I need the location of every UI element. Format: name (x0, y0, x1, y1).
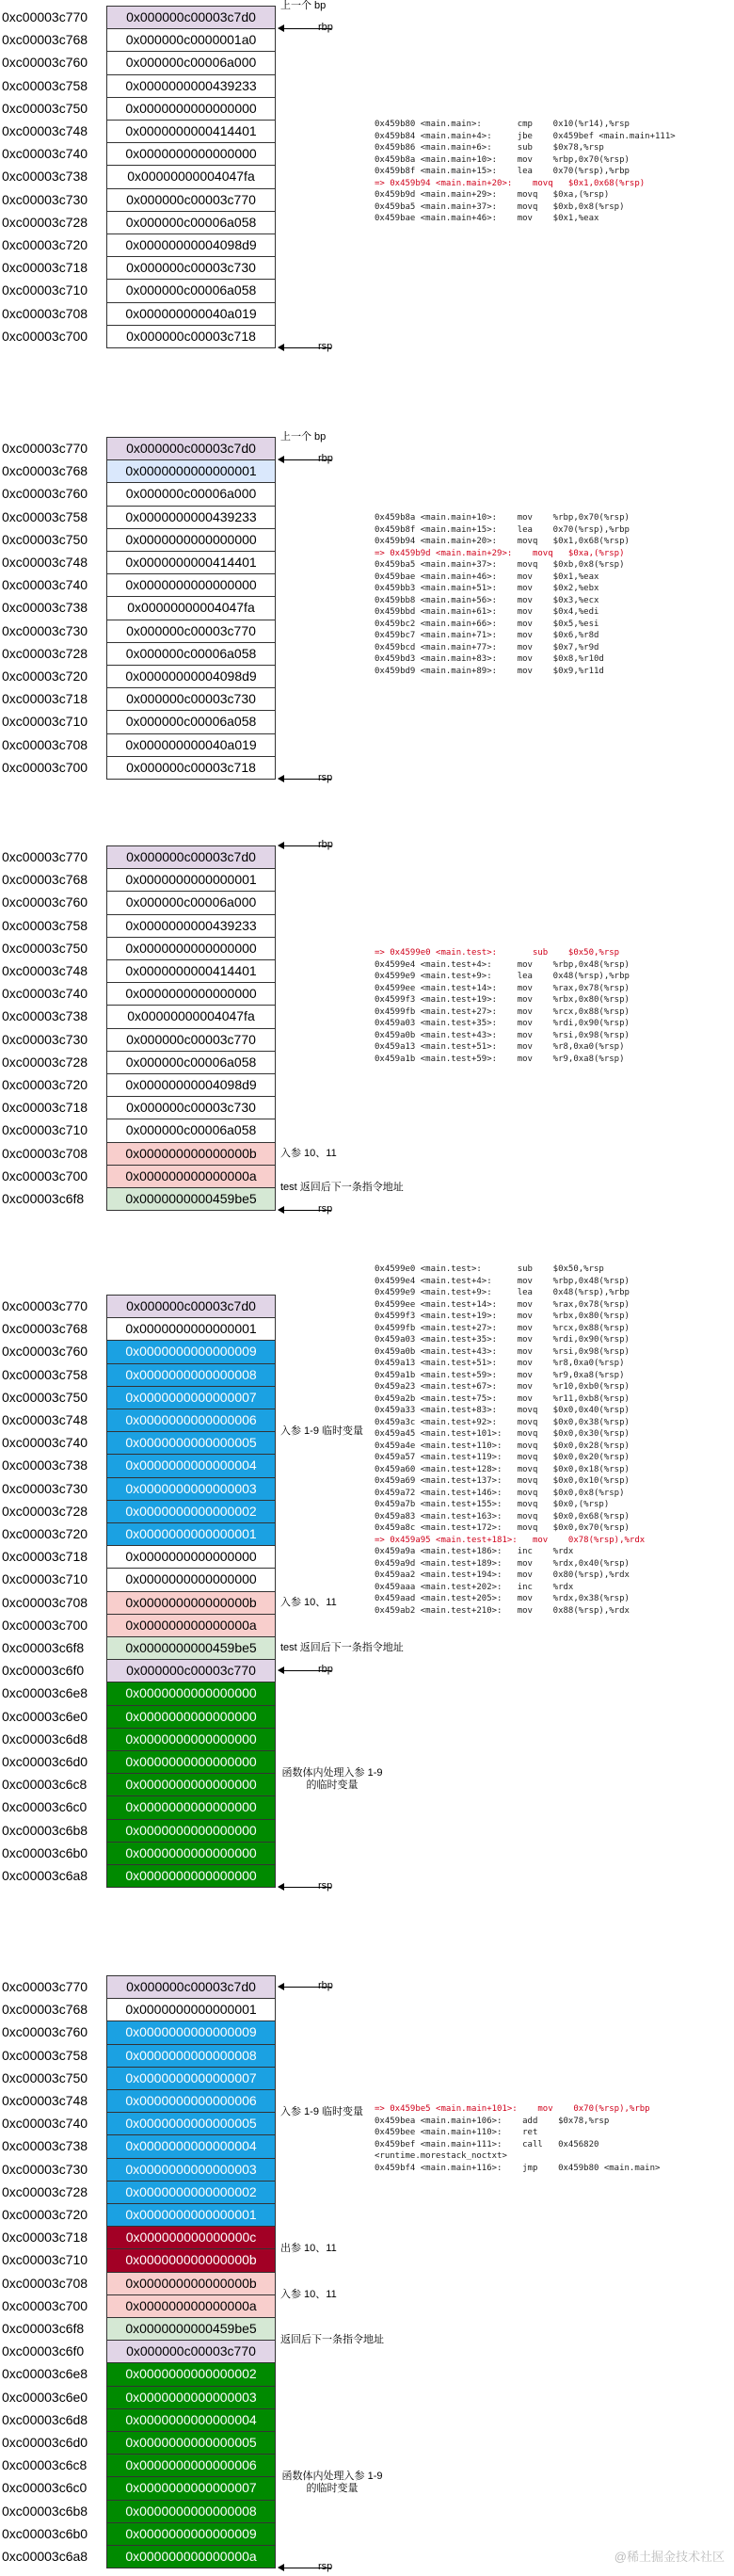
stack-address: 0xc00003c768 (2, 463, 88, 479)
stack-cell: 0x0000000000459be5 (106, 1636, 276, 1660)
stack-cell: 0x0000000000000000 (106, 1750, 276, 1774)
stack-cell: 0x000000c00006a058 (106, 279, 276, 302)
stack-cell: 0x0000000000000003 (106, 1477, 276, 1501)
stack-cell: 0x000000c00003c7d0 (106, 1975, 276, 1999)
stack-cell: 0x0000000000000003 (106, 2158, 276, 2182)
stack-cell: 0x0000000000000000 (106, 97, 276, 121)
stack-address: 0xc00003c748 (2, 555, 88, 570)
asm-line: 0x459a13 <main.test+51>: mov %r8,0xa0(%rsp) (375, 1042, 625, 1052)
stack-address: 0xc00003c770 (2, 9, 88, 24)
stack-cell: 0x0000000000000000 (106, 1705, 276, 1729)
asm-line: 0x459a83 <main.test+163>: movq $0x0,0x68(%rsp) (375, 1511, 630, 1521)
asm-line: 0x459bb3 <main.main+51>: mov $0x2,%ebx (375, 584, 599, 593)
asm-line: 0x4599e0 <main.test>: sub $0x50,%rsp (375, 1264, 604, 1274)
stack-address: 0xc00003c6e0 (2, 1708, 88, 1724)
stack-cell: 0x0000000000000000 (106, 142, 276, 166)
stack-address: 0xc00003c6e0 (2, 2389, 88, 2405)
stack-cell: 0x000000c0000001a0 (106, 28, 276, 52)
stack-address: 0xc00003c760 (2, 2024, 88, 2040)
stack-address: 0xc00003c738 (2, 600, 88, 616)
stack-address: 0xc00003c760 (2, 486, 88, 502)
asm-line: 0x459bf4 <main.main+116>: jmp 0x459b80 <main.main> (375, 2163, 661, 2173)
stack-address: 0xc00003c748 (2, 1412, 88, 1427)
stack-cell: 0x000000000000000a (106, 2545, 276, 2568)
asm-line: 0x4599e9 <main.test+9>: lea 0x48(%rsp),%rbp (375, 972, 630, 981)
stack-address: 0xc00003c6e8 (2, 1685, 88, 1701)
stack-cell: 0x000000c00003c730 (106, 1096, 276, 1119)
pointer-label: rbp (318, 1664, 333, 1676)
stack-address: 0xc00003c748 (2, 2093, 88, 2108)
stack-cell: 0x000000000000000a (106, 1165, 276, 1188)
stack-address: 0xc00003c730 (2, 191, 88, 207)
stack-cell: 0x0000000000000001 (106, 1522, 276, 1546)
asm-line: 0x4599e4 <main.test+4>: mov %rbp,0x48(%rsp) (375, 1276, 630, 1286)
stack-address: 0xc00003c770 (2, 849, 88, 864)
asm-line: 0x459ba5 <main.main+37>: movq $0xb,0x8(%rsp) (375, 201, 625, 212)
stack-cell: 0x000000000000000b (106, 1142, 276, 1166)
stack-cell: 0x0000000000000001 (106, 459, 276, 483)
stack-cell: 0x0000000000414401 (106, 120, 276, 143)
stack-address: 0xc00003c710 (2, 2252, 88, 2268)
region-label: 上一个 bp (280, 0, 327, 11)
stack-address: 0xc00003c710 (2, 1571, 88, 1587)
asm-line: 0x459b94 <main.main+20>: movq $0x1,0x68(%rsp) (375, 537, 630, 546)
pointer-label: rsp (318, 341, 333, 352)
asm-line: 0x459a1b <main.test+59>: mov %r9,0xa8(%rsp) (375, 1370, 625, 1380)
asm-line: 0x459b8a <main.main+10>: mov %rbp,0x70(%rsp) (375, 513, 630, 523)
stack-address: 0xc00003c730 (2, 2161, 88, 2177)
asm-listing (375, 947, 630, 1065)
stack-address: 0xc00003c770 (2, 1979, 88, 1994)
stack-cell: 0x0000000000000007 (106, 1386, 276, 1409)
asm-line: 0x459a0b <main.test+43>: mov %rsi,0x98(%rsp) (375, 1030, 630, 1040)
stack-address: 0xc00003c6f8 (2, 2321, 85, 2336)
stack-address: 0xc00003c700 (2, 759, 88, 775)
asm-line: 0x4599f3 <main.test+19>: mov %rbx,0x80(%rsp) (375, 1312, 630, 1321)
stack-address: 0xc00003c720 (2, 668, 88, 684)
region-label: 出参 10、11 (280, 2243, 337, 2255)
stack-address: 0xc00003c728 (2, 2183, 88, 2199)
region-label: 上一个 bp (280, 431, 327, 443)
stack-address: 0xc00003c770 (2, 441, 88, 456)
stack-address: 0xc00003c768 (2, 2002, 88, 2018)
stack-address: 0xc00003c758 (2, 77, 88, 93)
stack-cell: 0x000000c00006a058 (106, 710, 276, 733)
stack-cell: 0x0000000000000000 (106, 1773, 276, 1796)
stack-address: 0xc00003c740 (2, 1435, 88, 1451)
stack-cell: 0x0000000000000000 (106, 1682, 276, 1705)
pointer-label: rsp (318, 2561, 333, 2573)
stack-cell: 0x0000000000000009 (106, 1340, 276, 1363)
stack-address: 0xc00003c6b0 (2, 2525, 88, 2541)
stack-address: 0xc00003c700 (2, 1167, 88, 1183)
asm-line: 0x459b84 <main.main+4>: jbe 0x459bef <main.main+111> (375, 131, 676, 141)
asm-line: 0x459bbd <main.main+61>: mov $0x4,%edi (375, 607, 599, 617)
stack-cell: 0x0000000000000000 (106, 1728, 276, 1751)
stack-cell: 0x000000c00003c770 (106, 1659, 276, 1682)
stack-cell: 0x0000000000000009 (106, 2522, 276, 2546)
stack-address: 0xc00003c740 (2, 986, 88, 1002)
stack-cell: 0x0000000000439233 (106, 74, 276, 98)
region-label: 入参 1-9 临时变量 (280, 1425, 364, 1438)
stack-address: 0xc00003c750 (2, 1389, 88, 1405)
stack-cell: 0x0000000000000006 (106, 2454, 276, 2477)
stack-cell: 0x0000000000000005 (106, 2431, 276, 2455)
asm-line: 0x459a03 <main.test+35>: mov %rdi,0x90(%rsp) (375, 1019, 630, 1028)
stack-cell: 0x000000c00003c718 (106, 325, 276, 348)
stack-address: 0xc00003c760 (2, 55, 88, 71)
asm-line: 0x459b8f <main.main+15>: lea 0x70(%rsp),%rbp (375, 524, 630, 535)
asm-listing (375, 119, 676, 225)
stack-address: 0xc00003c720 (2, 1077, 88, 1092)
stack-cell: 0x0000000000000001 (106, 1998, 276, 2021)
stack-cell: 0x000000c00003c7d0 (106, 437, 276, 460)
stack-address: 0xc00003c700 (2, 2297, 88, 2313)
region-label: test 返回后下一条指令地址 (280, 1182, 404, 1193)
stack-address: 0xc00003c6b8 (2, 2503, 88, 2519)
stack-cell: 0x000000000040a019 (106, 302, 276, 326)
asm-line: 0x459b9d <main.main+29>: movq $0xa,(%rsp) (375, 190, 610, 200)
asm-line: 0x459bd3 <main.main+83>: mov $0x8,%r10d (375, 654, 604, 664)
region-label: 返回后下一条指令地址 (280, 2334, 384, 2346)
stack-address: 0xc00003c700 (2, 1617, 88, 1633)
asm-line: 0x4599fb <main.test+27>: mov %rcx,0x88(%rsp) (375, 1006, 630, 1017)
stack-address: 0xc00003c6c8 (2, 2457, 88, 2473)
asm-line: 0x459a8c <main.test+172>: movq $0x0,0x70(%rsp) (375, 1523, 630, 1533)
stack-cell: 0x000000000000000b (106, 1591, 276, 1615)
stack-address: 0xc00003c738 (2, 1008, 88, 1024)
stack-address: 0xc00003c718 (2, 260, 88, 276)
stack-cell: 0x00000000004098d9 (106, 233, 276, 257)
asm-listing (375, 1264, 645, 1617)
region-label: 入参 1-9 临时变量 (280, 2106, 364, 2118)
stack-address: 0xc00003c6c0 (2, 1799, 88, 1815)
stack-cell: 0x0000000000000008 (106, 1363, 276, 1387)
stack-cell: 0x0000000000000000 (106, 1864, 276, 1888)
asm-current-line: => 0x4599e0 <main.test>: sub $0x50,%rsp (375, 948, 620, 958)
asm-current-line: => 0x459b94 <main.main+20>: movq $0x1,0x68(%rsp) (375, 178, 646, 188)
stack-cell: 0x000000c00003c770 (106, 620, 276, 643)
stack-cell: 0x0000000000000000 (106, 1842, 276, 1865)
stack-cell: 0x000000c00003c730 (106, 687, 276, 711)
stack-cell: 0x0000000000000000 (106, 1819, 276, 1843)
stack-address: 0xc00003c6f0 (2, 2343, 85, 2359)
asm-line: 0x459bea <main.main+106>: add $0x78,%rsp (375, 2116, 610, 2126)
asm-line: 0x459ab2 <main.test+210>: mov 0x88(%rsp),%rdx (375, 1605, 630, 1616)
stack-address: 0xc00003c740 (2, 2116, 88, 2132)
stack-address: 0xc00003c728 (2, 645, 88, 661)
stack-address: 0xc00003c6d8 (2, 2411, 88, 2427)
stack-address: 0xc00003c6a8 (2, 2549, 88, 2564)
asm-line: 0x459a9d <main.test+189>: mov %rdx,0x40(%rsp) (375, 1558, 630, 1569)
stack-cell: 0x0000000000000002 (106, 1500, 276, 1523)
asm-line: 0x459a72 <main.test+146>: movq $0x0,0x8(%rsp) (375, 1488, 625, 1498)
stack-cell: 0x00000000004047fa (106, 596, 276, 620)
stack-cell: 0x000000c00006a000 (106, 891, 276, 914)
asm-line: 0x4599e9 <main.test+9>: lea 0x48(%rsp),%rbp (375, 1288, 630, 1297)
stack-cell: 0x0000000000000009 (106, 2021, 276, 2044)
asm-line: 0x4599f3 <main.test+19>: mov %rbx,0x80(%rsp) (375, 995, 630, 1005)
region-label: 入参 10、11 (280, 1147, 337, 1159)
stack-address: 0xc00003c710 (2, 282, 88, 298)
asm-line: 0x459a13 <main.test+51>: mov %r8,0xa0(%rsp) (375, 1359, 625, 1368)
asm-line: 0x4599fb <main.test+27>: mov %rcx,0x88(%rsp) (375, 1323, 630, 1333)
asm-current-line: => 0x459a95 <main.test+181>: mov 0x78(%rsp),%rdx (375, 1535, 646, 1545)
stack-address: 0xc00003c6f8 (2, 1191, 85, 1206)
stack-address: 0xc00003c730 (2, 1031, 88, 1047)
stack-cell: 0x000000c00006a058 (106, 211, 276, 234)
stack-address: 0xc00003c6b0 (2, 1844, 88, 1860)
stack-address: 0xc00003c708 (2, 736, 88, 752)
stack-cell: 0x0000000000000002 (106, 2181, 276, 2204)
pointer-label: rbp (318, 839, 333, 850)
stack-cell: 0x0000000000000006 (106, 2089, 276, 2113)
stack-address: 0xc00003c758 (2, 508, 88, 524)
pointer-label: rsp (318, 1880, 333, 1892)
stack-cell: 0x0000000000000000 (106, 573, 276, 597)
stack-cell: 0x0000000000000001 (106, 868, 276, 892)
stack-address: 0xc00003c750 (2, 940, 88, 956)
pointer-label: rsp (318, 772, 333, 783)
stack-cell: 0x000000000040a019 (106, 733, 276, 757)
stack-address: 0xc00003c740 (2, 146, 88, 162)
stack-address: 0xc00003c6c0 (2, 2480, 88, 2496)
stack-address: 0xc00003c708 (2, 1594, 88, 1610)
asm-line: <runtime.morestack_noctxt> (375, 2151, 507, 2161)
stack-cell: 0x000000c00003c7d0 (106, 1295, 276, 1318)
stack-address: 0xc00003c6d8 (2, 1731, 88, 1747)
region-label: 入参 10、11 (280, 1596, 337, 1608)
stack-address: 0xc00003c768 (2, 32, 88, 48)
stack-cell: 0x00000000004098d9 (106, 665, 276, 688)
stack-cell: 0x000000000000000a (106, 1614, 276, 1637)
asm-line: 0x459a57 <main.test+119>: movq $0x0,0x20(%rsp) (375, 1453, 630, 1462)
asm-line: 0x459a69 <main.test+137>: movq $0x0,0x10(%rsp) (375, 1476, 630, 1486)
stack-cell: 0x0000000000000007 (106, 2067, 276, 2090)
asm-line: 0x459a2b <main.test+75>: mov %r11,0xb8(%rsp) (375, 1393, 630, 1404)
stack-address: 0xc00003c740 (2, 577, 88, 593)
asm-line: 0x459b86 <main.main+6>: sub $0x78,%rsp (375, 143, 604, 153)
stack-address: 0xc00003c738 (2, 169, 88, 185)
stack-cell: 0x000000c00003c770 (106, 1028, 276, 1052)
stack-cell: 0x0000000000000004 (106, 1454, 276, 1477)
stack-address: 0xc00003c758 (2, 2047, 88, 2063)
asm-line: 0x459bae <main.main+46>: mov $0x1,%eax (375, 214, 599, 223)
stack-address: 0xc00003c728 (2, 1503, 88, 1519)
stack-cell: 0x000000c00006a000 (106, 51, 276, 74)
stack-cell: 0x0000000000459be5 (106, 2317, 276, 2341)
stack-address: 0xc00003c738 (2, 1457, 88, 1473)
stack-address: 0xc00003c710 (2, 1122, 88, 1138)
stack-cell: 0x0000000000414401 (106, 959, 276, 983)
stack-address: 0xc00003c750 (2, 2069, 88, 2085)
stack-cell: 0x00000000004047fa (106, 1005, 276, 1028)
asm-line: 0x459a1b <main.test+59>: mov %r9,0xa8(%rsp) (375, 1054, 625, 1064)
stack-cell: 0x000000c00006a058 (106, 1119, 276, 1142)
stack-address: 0xc00003c748 (2, 123, 88, 138)
asm-line: 0x459a7b <main.test+155>: movq $0x0,(%rsp) (375, 1500, 610, 1509)
stack-cell: 0x0000000000000006 (106, 1409, 276, 1432)
asm-line: 0x459a9a <main.test+186>: inc %rdx (375, 1547, 574, 1556)
stack-address: 0xc00003c720 (2, 237, 88, 252)
stack-address: 0xc00003c728 (2, 1054, 88, 1070)
stack-address: 0xc00003c708 (2, 1145, 88, 1161)
asm-listing (375, 2103, 660, 2174)
asm-line: 0x4599e4 <main.test+4>: mov %rbp,0x48(%rsp) (375, 959, 630, 970)
stack-address: 0xc00003c718 (2, 691, 88, 707)
stack-address: 0xc00003c738 (2, 2138, 88, 2154)
stack-cell: 0x0000000000000004 (106, 2408, 276, 2432)
stack-address: 0xc00003c720 (2, 1526, 88, 1541)
stack-cell: 0x000000c00003c730 (106, 256, 276, 280)
stack-address: 0xc00003c710 (2, 714, 88, 730)
asm-current-line: => 0x459b9d <main.main+29>: movq $0xa,(%rsp) (375, 548, 625, 558)
stack-address: 0xc00003c728 (2, 214, 88, 230)
stack-cell: 0x000000c00006a000 (106, 482, 276, 506)
stack-cell: 0x0000000000000008 (106, 2044, 276, 2068)
asm-line: 0x459ba5 <main.main+37>: movq $0xb,0x8(%rsp) (375, 560, 625, 570)
pointer-label: rsp (318, 1203, 333, 1216)
stack-address: 0xc00003c768 (2, 872, 88, 888)
region-label: test 返回后下一条指令地址 (280, 1642, 404, 1654)
stack-address: 0xc00003c6e8 (2, 2366, 88, 2382)
stack-cell: 0x0000000000000003 (106, 2386, 276, 2409)
asm-line: 0x459bd9 <main.main+89>: mov $0x9,%r11d (375, 666, 604, 676)
asm-line: 0x459bcd <main.main+77>: mov $0x7,%r9d (375, 642, 599, 652)
stack-cell: 0x000000c00003c770 (106, 188, 276, 212)
region-label: 入参 10、11 (280, 2288, 337, 2300)
asm-line: 0x459aad <main.test+205>: mov %rdx,0x38(%rsp) (375, 1594, 630, 1603)
stack-address: 0xc00003c748 (2, 963, 88, 978)
stack-cell: 0x0000000000459be5 (106, 1187, 276, 1211)
asm-line: 0x459a23 <main.test+67>: mov %r10,0xb0(%rsp) (375, 1382, 630, 1392)
stack-cell: 0x000000000000000a (106, 2294, 276, 2318)
stack-cell: 0x0000000000000005 (106, 2112, 276, 2135)
asm-line: 0x459b80 <main.main>: cmp 0x10(%r14),%rsp (375, 120, 630, 129)
stack-address: 0xc00003c6d0 (2, 1754, 88, 1769)
asm-listing (375, 512, 630, 677)
stack-address: 0xc00003c6f8 (2, 1640, 85, 1655)
stack-cell: 0x0000000000000000 (106, 1545, 276, 1569)
asm-line: 0x459a03 <main.test+35>: mov %rdi,0x90(%rsp) (375, 1335, 630, 1344)
watermark: @稀土掘金技术社区 (614, 2550, 725, 2564)
stack-address: 0xc00003c770 (2, 1298, 88, 1313)
stack-cell: 0x00000000004047fa (106, 165, 276, 188)
asm-line: 0x459a0b <main.test+43>: mov %rsi,0x98(%rsp) (375, 1346, 630, 1357)
asm-line: 0x4599ee <main.test+14>: mov %rax,0x78(%rsp) (375, 983, 630, 993)
stack-cell: 0x0000000000000000 (106, 528, 276, 552)
region-label: 函数体内处理入参 1-9 的临时变量 (281, 2471, 383, 2495)
stack-cell: 0x000000000000000c (106, 2226, 276, 2249)
asm-line: 0x459a33 <main.test+83>: movq $0x0,0x40(%rsp) (375, 1406, 630, 1415)
stack-cell: 0x0000000000414401 (106, 551, 276, 574)
asm-line: 0x459a45 <main.test+101>: movq $0x0,0x30(%rsp) (375, 1429, 630, 1439)
stack-address: 0xc00003c720 (2, 2207, 88, 2222)
asm-line: 0x459bc2 <main.main+66>: mov $0x5,%esi (375, 619, 599, 629)
stack-address: 0xc00003c730 (2, 622, 88, 638)
asm-line: 0x459bc7 <main.main+71>: mov $0x6,%r8d (375, 631, 599, 640)
stack-address: 0xc00003c718 (2, 2230, 88, 2246)
stack-cell: 0x000000c00003c7d0 (106, 845, 276, 869)
stack-cell: 0x0000000000000000 (106, 1795, 276, 1819)
stack-cell: 0x0000000000000004 (106, 2134, 276, 2158)
stack-cell: 0x0000000000439233 (106, 914, 276, 938)
stack-address: 0xc00003c718 (2, 1549, 88, 1565)
stack-address: 0xc00003c6a8 (2, 1868, 88, 1883)
stack-address: 0xc00003c708 (2, 305, 88, 321)
stack-cell: 0x000000000000000b (106, 2272, 276, 2295)
stack-cell: 0x0000000000000007 (106, 2476, 276, 2500)
stack-cell: 0x000000c00003c770 (106, 2340, 276, 2363)
pointer-label: rbp (318, 22, 333, 34)
stack-address: 0xc00003c6c8 (2, 1777, 88, 1793)
stack-cell: 0x0000000000000008 (106, 2500, 276, 2523)
stack-cell: 0x0000000000000000 (106, 982, 276, 1006)
stack-cell: 0x0000000000000000 (106, 937, 276, 960)
stack-address: 0xc00003c760 (2, 1344, 88, 1360)
stack-address: 0xc00003c758 (2, 917, 88, 933)
stack-cell: 0x000000000000000b (106, 2248, 276, 2272)
stack-address: 0xc00003c708 (2, 2275, 88, 2291)
stack-cell: 0x000000c00003c718 (106, 756, 276, 780)
asm-line: 0x459a4e <main.test+110>: movq $0x0,0x28(%rsp) (375, 1441, 630, 1451)
stack-cell: 0x00000000004098d9 (106, 1073, 276, 1097)
stack-address: 0xc00003c758 (2, 1366, 88, 1382)
asm-current-line: => 0x459be5 <main.main+101>: mov 0x70(%rsp),%rbp (375, 2104, 650, 2114)
stack-address: 0xc00003c750 (2, 100, 88, 116)
asm-line: 0x459aaa <main.test+202>: inc %rdx (375, 1582, 574, 1592)
stack-cell: 0x0000000000000002 (106, 2362, 276, 2386)
stack-cell: 0x000000c00006a058 (106, 1051, 276, 1074)
asm-line: 0x4599ee <main.test+14>: mov %rax,0x78(%rsp) (375, 1299, 630, 1310)
asm-line: 0x459b8a <main.main+10>: mov %rbp,0x70(%rsp) (375, 154, 630, 165)
asm-line: 0x459bef <main.main+111>: call 0x456820 (375, 2139, 599, 2149)
stack-cell: 0x0000000000000000 (106, 1568, 276, 1591)
stack-cell: 0x000000c00006a058 (106, 642, 276, 666)
asm-line: 0x459b8f <main.main+15>: lea 0x70(%rsp),%rbp (375, 167, 630, 176)
stack-address: 0xc00003c6d0 (2, 2435, 88, 2450)
asm-line: 0x459bee <main.main+110>: ret (375, 2128, 538, 2137)
stack-cell: 0x0000000000000001 (106, 2203, 276, 2227)
pointer-label: rbp (318, 1980, 333, 1992)
stack-cell: 0x0000000000000005 (106, 1431, 276, 1455)
stack-address: 0xc00003c6b8 (2, 1822, 88, 1838)
asm-line: 0x459bae <main.main+46>: mov $0x1,%eax (375, 572, 599, 582)
stack-cell: 0x0000000000439233 (106, 506, 276, 529)
region-label: 函数体内处理入参 1-9 的临时变量 (281, 1767, 383, 1792)
stack-address: 0xc00003c750 (2, 531, 88, 547)
asm-line: 0x459a60 <main.test+128>: movq $0x0,0x18(%rsp) (375, 1464, 630, 1474)
stack-address: 0xc00003c768 (2, 1321, 88, 1337)
stack-address: 0xc00003c760 (2, 894, 88, 910)
stack-address: 0xc00003c718 (2, 1100, 88, 1116)
asm-line: 0x459aa2 <main.test+194>: mov 0x80(%rsp),%rdx (375, 1570, 630, 1580)
stack-cell: 0x0000000000000001 (106, 1317, 276, 1341)
pointer-label: rbp (318, 453, 333, 465)
asm-line: 0x459a3c <main.test+92>: movq $0x0,0x38(%rsp) (375, 1417, 630, 1427)
stack-address: 0xc00003c700 (2, 328, 88, 344)
asm-line: 0x459bb8 <main.main+56>: mov $0x3,%ecx (375, 595, 599, 605)
stack-cell: 0x000000c00003c7d0 (106, 6, 276, 29)
stack-address: 0xc00003c6f0 (2, 1663, 85, 1679)
stack-address: 0xc00003c730 (2, 1480, 88, 1496)
